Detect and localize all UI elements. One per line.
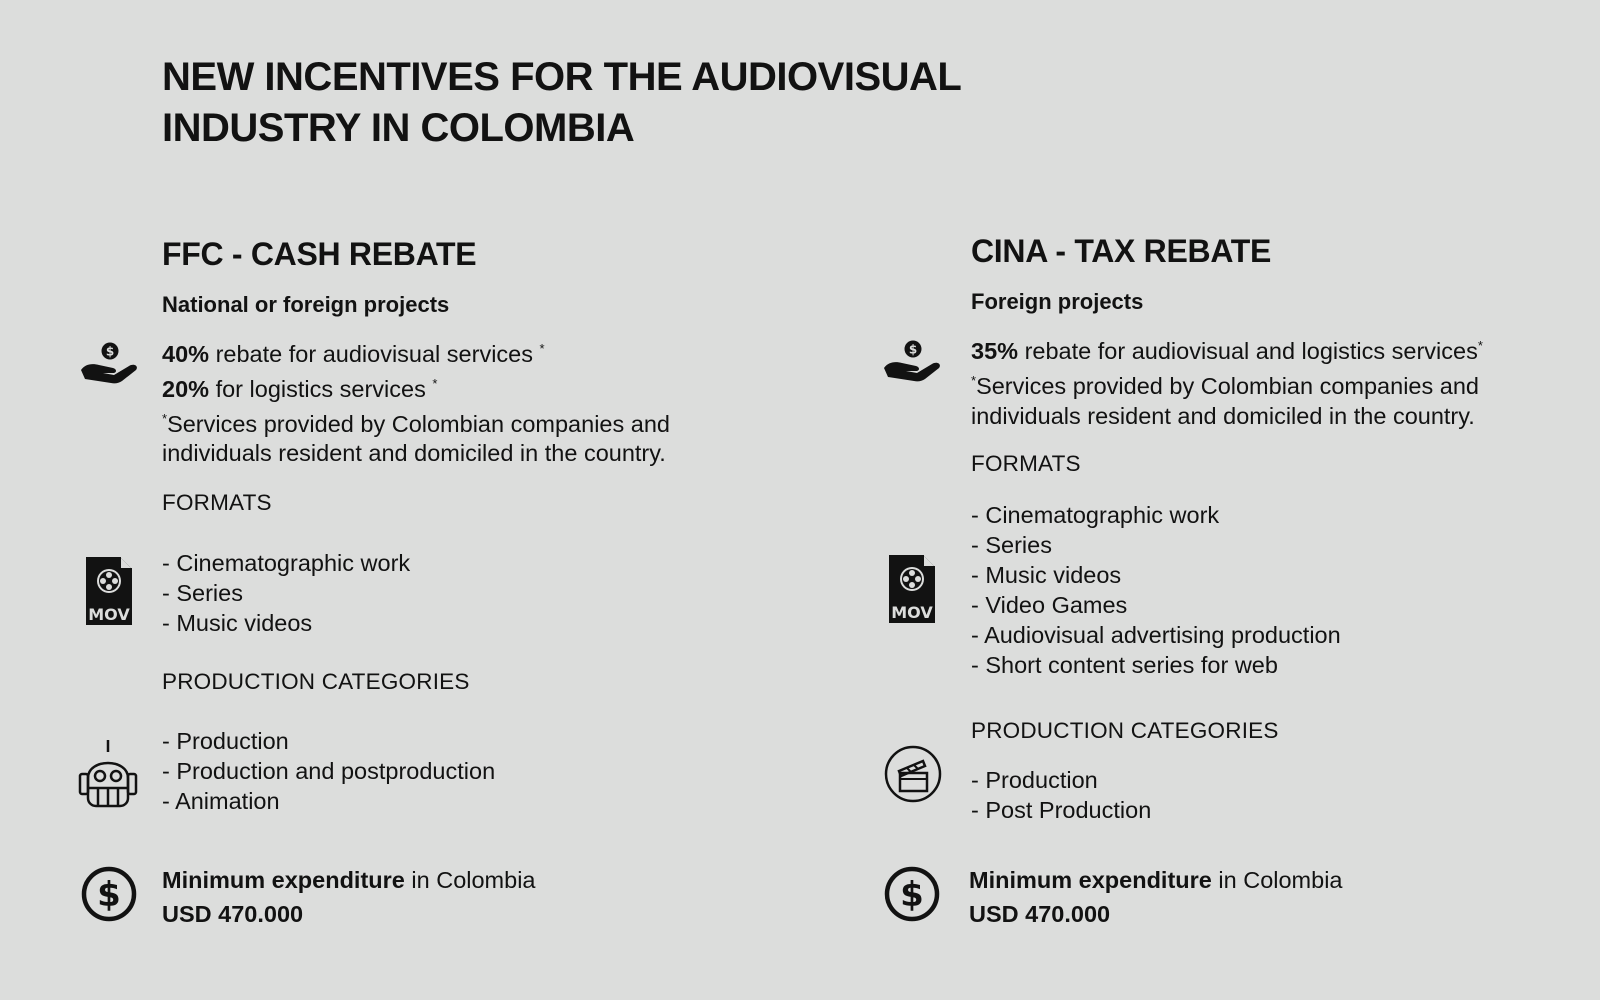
cina-note-line-1: *Services provided by Colombian companies and <box>971 372 1479 399</box>
ffc-note-line-2: individuals resident and domiciled in the country. <box>162 440 666 467</box>
page-title <box>162 52 961 154</box>
cina-rebate-line: 35% rebate for audiovisual and logistics services* <box>971 337 1483 364</box>
list-item: - Music videos <box>971 560 1341 590</box>
ffc-rebate-1-pct: 40% <box>162 340 210 367</box>
ffc-min-suffix: in Colombia <box>404 867 536 893</box>
cina-rebate-text: rebate for audiovisual and logistics services <box>1018 337 1478 364</box>
list-item: - Production and postproduction <box>162 756 495 786</box>
list-item: - Animation <box>162 786 495 816</box>
hand-holding-dollar-icon <box>79 342 141 386</box>
list-item: - Cinematographic work <box>971 500 1341 530</box>
cina-formats-label: FORMATS <box>971 451 1081 476</box>
mov-file-icon <box>887 553 937 625</box>
ffc-formats-list <box>162 548 410 638</box>
clapperboard-icon <box>883 744 943 804</box>
list-item: - Video Games <box>971 590 1341 620</box>
svg-text:$: $ <box>97 875 121 915</box>
cina-min-currency: USD <box>969 901 1026 927</box>
ffc-rebate-line-1: 40% rebate for audiovisual services * <box>162 340 545 367</box>
cina-min-suffix: in Colombia <box>1211 867 1343 893</box>
list-item: - Music videos <box>162 608 410 638</box>
cina-min-label: Minimum expenditure <box>969 867 1212 893</box>
robot-head-icon <box>78 738 138 808</box>
ffc-categories-list <box>162 726 495 816</box>
cina-categories-label: PRODUCTION CATEGORIES <box>971 718 1279 743</box>
ffc-heading: FFC - CASH REBATE <box>162 236 477 272</box>
ffc-min-currency: USD <box>162 901 219 927</box>
cina-heading: CINA - TAX REBATE <box>971 233 1272 269</box>
svg-text:$: $ <box>908 342 918 357</box>
list-item: - Series <box>162 578 410 608</box>
ffc-min-amount: 470.000 <box>218 901 304 927</box>
list-item: - Post Production <box>971 795 1151 825</box>
title-line-2: INDUSTRY IN COLOMBIA <box>162 106 635 150</box>
ffc-note-line-1: *Services provided by Colombian companies and <box>162 410 670 437</box>
cina-rebate-pct: 35% <box>971 337 1019 364</box>
ffc-rebate-2-pct: 20% <box>162 375 210 402</box>
cina-rebate-block <box>971 331 1483 431</box>
ffc-rebate-line-2: 20% for logistics services * <box>162 375 438 402</box>
mov-file-icon <box>84 555 134 627</box>
list-item: - Cinematographic work <box>162 548 410 578</box>
cina-minimum-expenditure <box>969 865 1343 929</box>
cina-min-amount: 470.000 <box>1025 901 1111 927</box>
svg-text:$: $ <box>900 875 924 915</box>
ffc-formats-label: FORMATS <box>162 490 272 515</box>
ffc-minimum-expenditure <box>162 865 536 929</box>
list-item: - Series <box>971 530 1341 560</box>
list-item: - Production <box>162 726 495 756</box>
ffc-rebate-2-text: for logistics services <box>209 375 433 402</box>
ffc-categories-label: PRODUCTION CATEGORIES <box>162 669 470 694</box>
cina-categories-list <box>971 765 1151 825</box>
dollar-circle-icon <box>884 866 940 922</box>
cina-subheading: Foreign projects <box>971 289 1144 314</box>
list-item: - Production <box>971 765 1151 795</box>
ffc-rebate-block <box>162 334 670 468</box>
svg-text:$: $ <box>105 344 115 359</box>
svg-text:MOV: MOV <box>88 605 130 624</box>
list-item: - Audiovisual advertising production <box>971 620 1341 650</box>
dollar-circle-icon <box>81 866 137 922</box>
ffc-min-label: Minimum expenditure <box>162 867 405 893</box>
cina-note-line-2: individuals resident and domiciled in the country. <box>971 402 1475 429</box>
ffc-rebate-1-text: rebate for audiovisual services <box>209 340 540 367</box>
hand-holding-dollar-icon <box>882 340 944 384</box>
title-line-1: NEW INCENTIVES FOR THE AUDIOVISUAL <box>162 55 962 99</box>
ffc-subheading: National or foreign projects <box>162 292 450 317</box>
list-item: - Short content series for web <box>971 650 1341 680</box>
cina-formats-list <box>971 500 1341 680</box>
svg-text:MOV: MOV <box>891 603 933 622</box>
